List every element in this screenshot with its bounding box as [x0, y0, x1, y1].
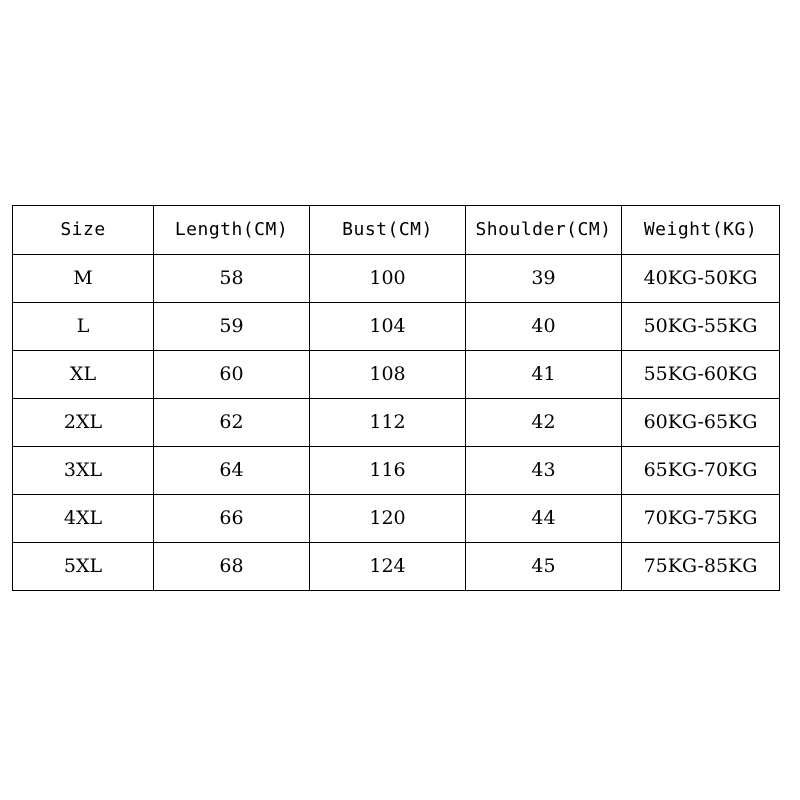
table-row	[13, 351, 780, 399]
cell-bust: 104	[310, 303, 466, 351]
cell-shoulder: 44	[466, 495, 622, 543]
header-bust: Bust(CM)	[310, 206, 466, 255]
cell-weight: 50KG-55KG	[622, 303, 780, 351]
header-size: Size	[13, 206, 154, 255]
cell-size: 2XL	[13, 399, 154, 447]
cell-shoulder: 42	[466, 399, 622, 447]
table-row	[13, 447, 780, 495]
table-row	[13, 399, 780, 447]
header-shoulder: Shoulder(CM)	[466, 206, 622, 255]
cell-length: 60	[154, 351, 310, 399]
size-chart-table	[12, 205, 780, 591]
cell-length: 59	[154, 303, 310, 351]
cell-shoulder: 39	[466, 255, 622, 303]
cell-length: 64	[154, 447, 310, 495]
cell-size: L	[13, 303, 154, 351]
cell-bust: 120	[310, 495, 466, 543]
cell-bust: 100	[310, 255, 466, 303]
cell-weight: 70KG-75KG	[622, 495, 780, 543]
cell-length: 68	[154, 543, 310, 591]
cell-weight: 65KG-70KG	[622, 447, 780, 495]
table-header-row	[13, 206, 780, 255]
table-row	[13, 543, 780, 591]
cell-length: 58	[154, 255, 310, 303]
cell-weight: 75KG-85KG	[622, 543, 780, 591]
header-weight: Weight(KG)	[622, 206, 780, 255]
table-row	[13, 303, 780, 351]
header-length: Length(CM)	[154, 206, 310, 255]
cell-bust: 116	[310, 447, 466, 495]
table-row	[13, 495, 780, 543]
cell-length: 66	[154, 495, 310, 543]
cell-bust: 108	[310, 351, 466, 399]
cell-bust: 112	[310, 399, 466, 447]
table-row	[13, 255, 780, 303]
cell-size: XL	[13, 351, 154, 399]
cell-weight: 60KG-65KG	[622, 399, 780, 447]
cell-size: 3XL	[13, 447, 154, 495]
cell-shoulder: 40	[466, 303, 622, 351]
cell-length: 62	[154, 399, 310, 447]
cell-shoulder: 43	[466, 447, 622, 495]
cell-bust: 124	[310, 543, 466, 591]
cell-shoulder: 45	[466, 543, 622, 591]
cell-size: 5XL	[13, 543, 154, 591]
cell-weight: 55KG-60KG	[622, 351, 780, 399]
cell-shoulder: 41	[466, 351, 622, 399]
cell-size: M	[13, 255, 154, 303]
cell-weight: 40KG-50KG	[622, 255, 780, 303]
cell-size: 4XL	[13, 495, 154, 543]
